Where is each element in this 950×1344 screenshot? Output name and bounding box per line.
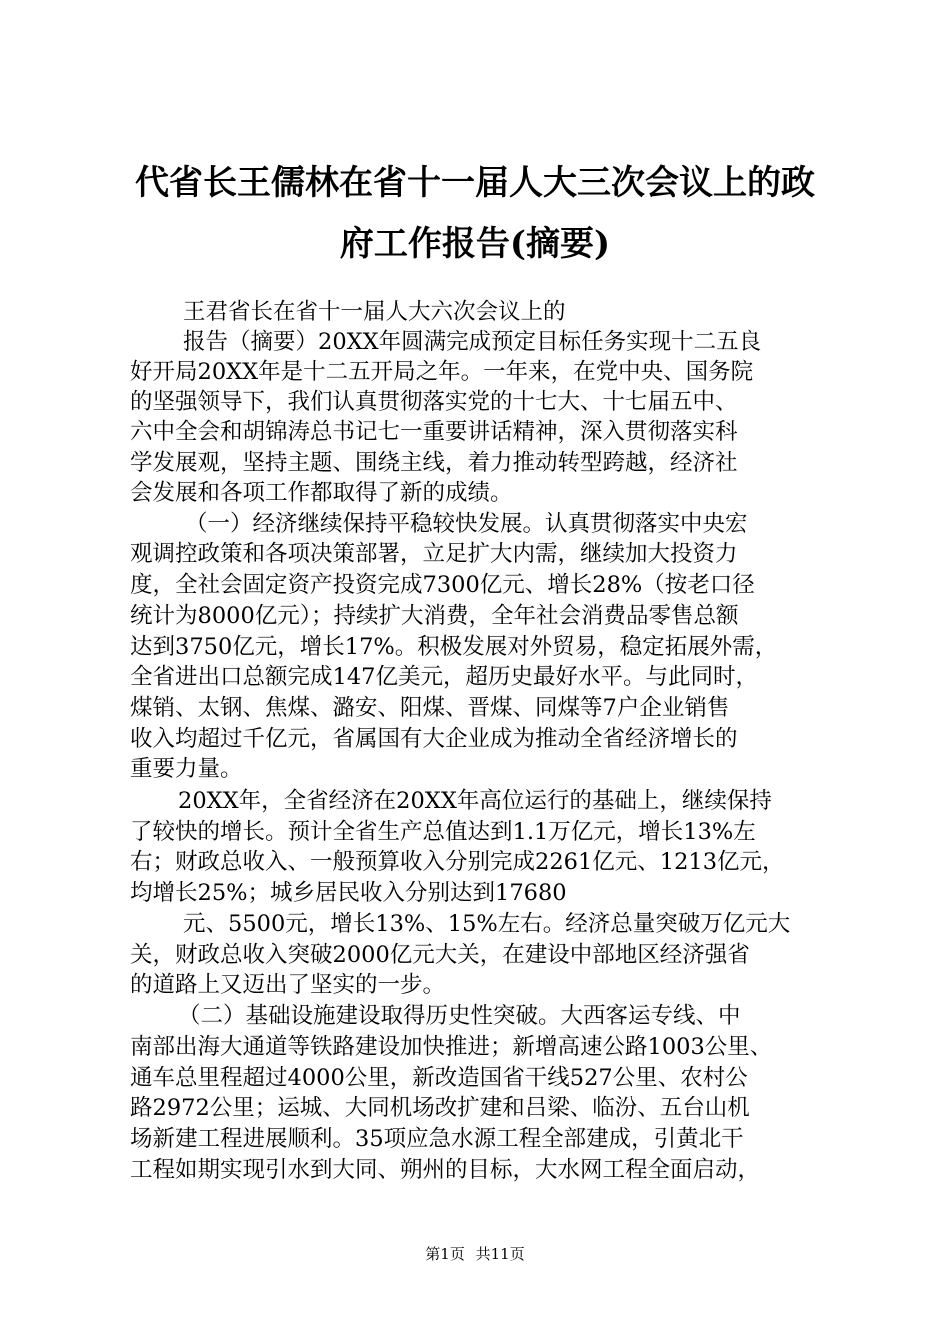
document-title-line-1: 代省长王儒林在省十一届人大三次会议上的政 (135, 163, 815, 203)
body-line: 均增长25%；城乡居民收入分别达到17680 (130, 880, 567, 906)
page-number: 第1页 (425, 1245, 465, 1263)
body-line: 全省进出口总额完成147亿美元，超历史最好水平。与此同时， (130, 664, 758, 690)
body-line: 南部出海大通道等铁路建设加快推进；新增高速公路1003公里、 (130, 1034, 773, 1060)
body-line: 场新建工程进展顺利。35项应急水源工程全部建成，引黄北干 (130, 1126, 744, 1152)
page-footer (0, 1243, 950, 1264)
body-line: 会发展和各项工作都取得了新的成绩。 (130, 480, 513, 506)
body-line: 收入均超过千亿元，省属国有大企业成为推动全省经济增长的 (130, 726, 738, 752)
body-line: （二）基础设施建设取得历史性突破。大西客运专线、中 (178, 1003, 741, 1029)
body-line: 右；财政总收入、一般预算收入分别完成2261亿元、1213亿元， (130, 849, 785, 875)
body-line: （一）经济继续保持平稳较快发展。认真贯彻落实中央宏 (185, 511, 748, 537)
body-line: 路2972公里；运城、大同机场改扩建和吕梁、临汾、五台山机 (130, 1095, 750, 1121)
body-line: 工程如期实现引水到大同、朔州的目标，大水网工程全面启动， (130, 1157, 761, 1183)
body-line: 煤销、太钢、焦煤、潞安、阳煤、晋煤、同煤等7户企业销售 (130, 695, 730, 721)
body-line: 重要力量。 (130, 756, 243, 782)
body-line: 的坚强领导下，我们认真贯彻落实党的十七大、十七届五中、 (130, 389, 738, 415)
body-line: 好开局20XX年是十二五开局之年。一年来，在党中央、国务院 (130, 359, 754, 385)
body-line: 20XX年，全省经济在20XX年高位运行的基础上，继续保持 (178, 788, 772, 814)
body-line: 观调控政策和各项决策部署，立足扩大内需，继续加大投资力 (130, 541, 738, 567)
body-line: 通车总里程超过4000公里，新改造国省干线527公里、农村公 (130, 1065, 748, 1091)
body-line: 报告（摘要）20XX年圆满完成预定目标任务实现十二五良 (183, 329, 762, 355)
body-line: 统计为8000亿元）；持续扩大消费，全年社会消费品零售总额 (130, 603, 739, 629)
body-line: 达到3750亿元，增长17%。积极发展对外贸易，稳定拓展外需， (130, 634, 778, 660)
body-line: 学发展观，坚持主题、围绕主线，着力推动转型跨越，经济社 (130, 450, 738, 476)
body-line: 王君省长在省十一届人大六次会议上的 (183, 299, 566, 325)
body-line: 的道路上又迈出了坚实的一步。 (130, 972, 446, 998)
body-line: 了较快的增长。预计全省生产总值达到1.1万亿元，增长13%左 (130, 819, 756, 845)
body-line: 度，全社会固定资产投资完成7300亿元、增长28%（按老口径 (130, 572, 755, 598)
body-line: 六中全会和胡锦涛总书记七一重要讲话精神，深入贯彻落实科 (130, 419, 738, 445)
page-total: 共11页 (475, 1245, 525, 1263)
body-line: 元、5500元，增长13%、15%左右。经济总量突破万亿元大 (183, 911, 791, 937)
document-title-line-2: 府工作报告(摘要) (339, 224, 611, 264)
body-line: 关，财政总收入突破2000亿元大关，在建设中部地区经济强省 (130, 942, 750, 968)
